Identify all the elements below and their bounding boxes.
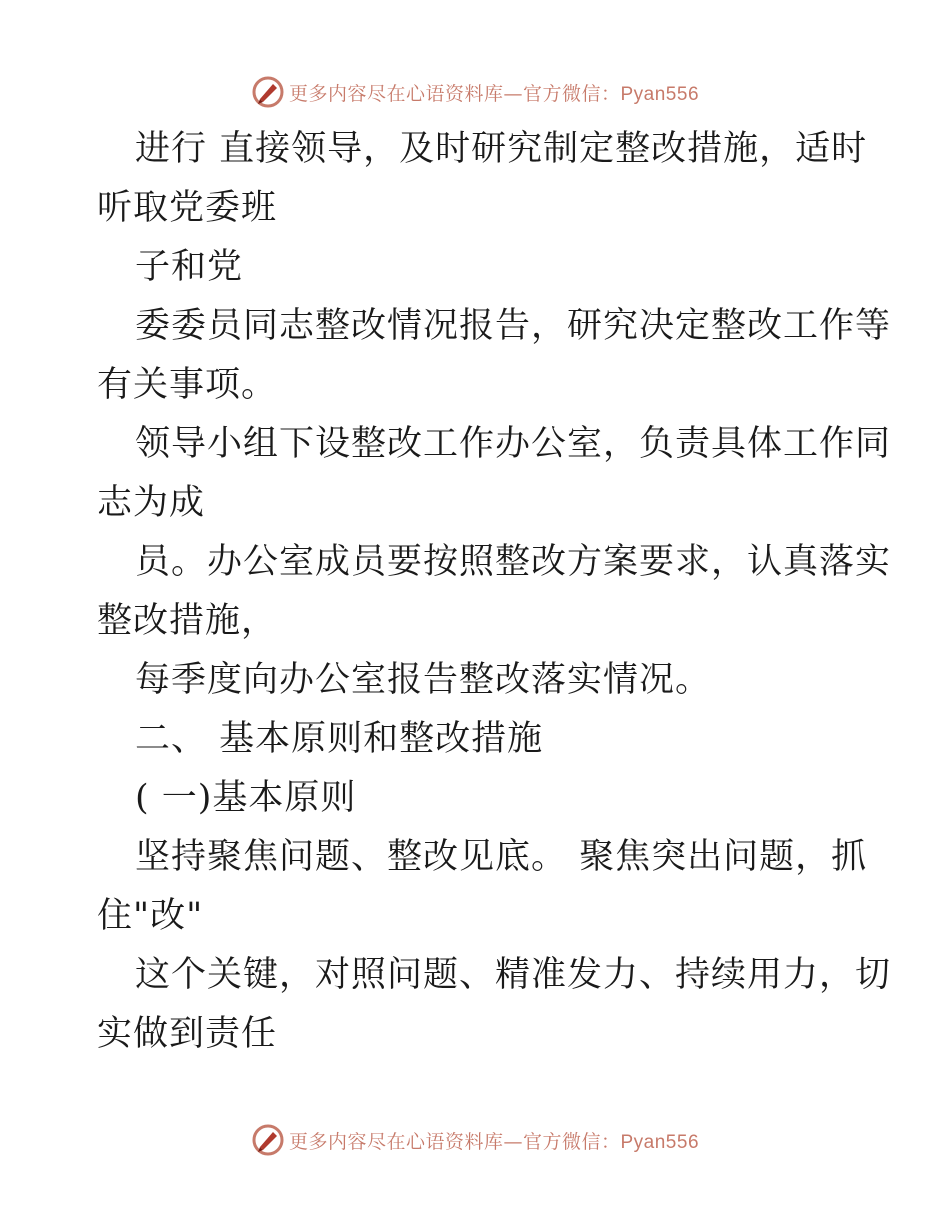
body-line: 这个关键，对照问题、精准发力、持续用力，切 — [135, 955, 892, 995]
footer-text: 更多内容尽在心语资料库—官方微信：Pyan556 — [288, 1130, 700, 1153]
body-line: 领导小组下设整改工作办公室，负责具体工作同 — [135, 424, 892, 464]
header-banner — [0, 72, 950, 112]
body-line: 住"改" — [97, 896, 204, 936]
body-line: 每季度向办公室报告整改落实情况。 — [135, 660, 712, 700]
body-line: 子和党 — [135, 247, 244, 287]
body-line: 听取党委班 — [97, 188, 278, 228]
document-body — [97, 120, 892, 1064]
section-heading: 二、 基本原则和整改措施 — [135, 719, 544, 759]
header-text: 更多内容尽在心语资料库—官方微信：Pyan556 — [288, 82, 700, 105]
subsection-heading: ( 一)基本原则 — [135, 778, 357, 818]
body-line: 志为成 — [97, 483, 206, 523]
body-line: 有关事项。 — [97, 365, 278, 405]
body-line: 委委员同志整改情况报告，研究决定整改工作等 — [135, 306, 892, 346]
pen-nib-circle-icon — [251, 1123, 285, 1157]
header-wechat-id: Pyan556 — [620, 83, 700, 105]
body-line: 整改措施， — [97, 601, 278, 641]
body-line: 进行 直接领导，及时研究制定整改措施，适时 — [135, 129, 868, 169]
pen-nib-circle-icon — [251, 75, 285, 109]
footer-banner — [0, 1120, 950, 1160]
body-line: 实做到责任 — [97, 1014, 278, 1054]
body-line: 员。办公室成员要按照整改方案要求，认真落实 — [135, 542, 892, 582]
body-line: 坚持聚焦问题、整改见底。 聚焦突出问题，抓 — [135, 837, 868, 877]
footer-wechat-id: Pyan556 — [620, 1131, 700, 1153]
